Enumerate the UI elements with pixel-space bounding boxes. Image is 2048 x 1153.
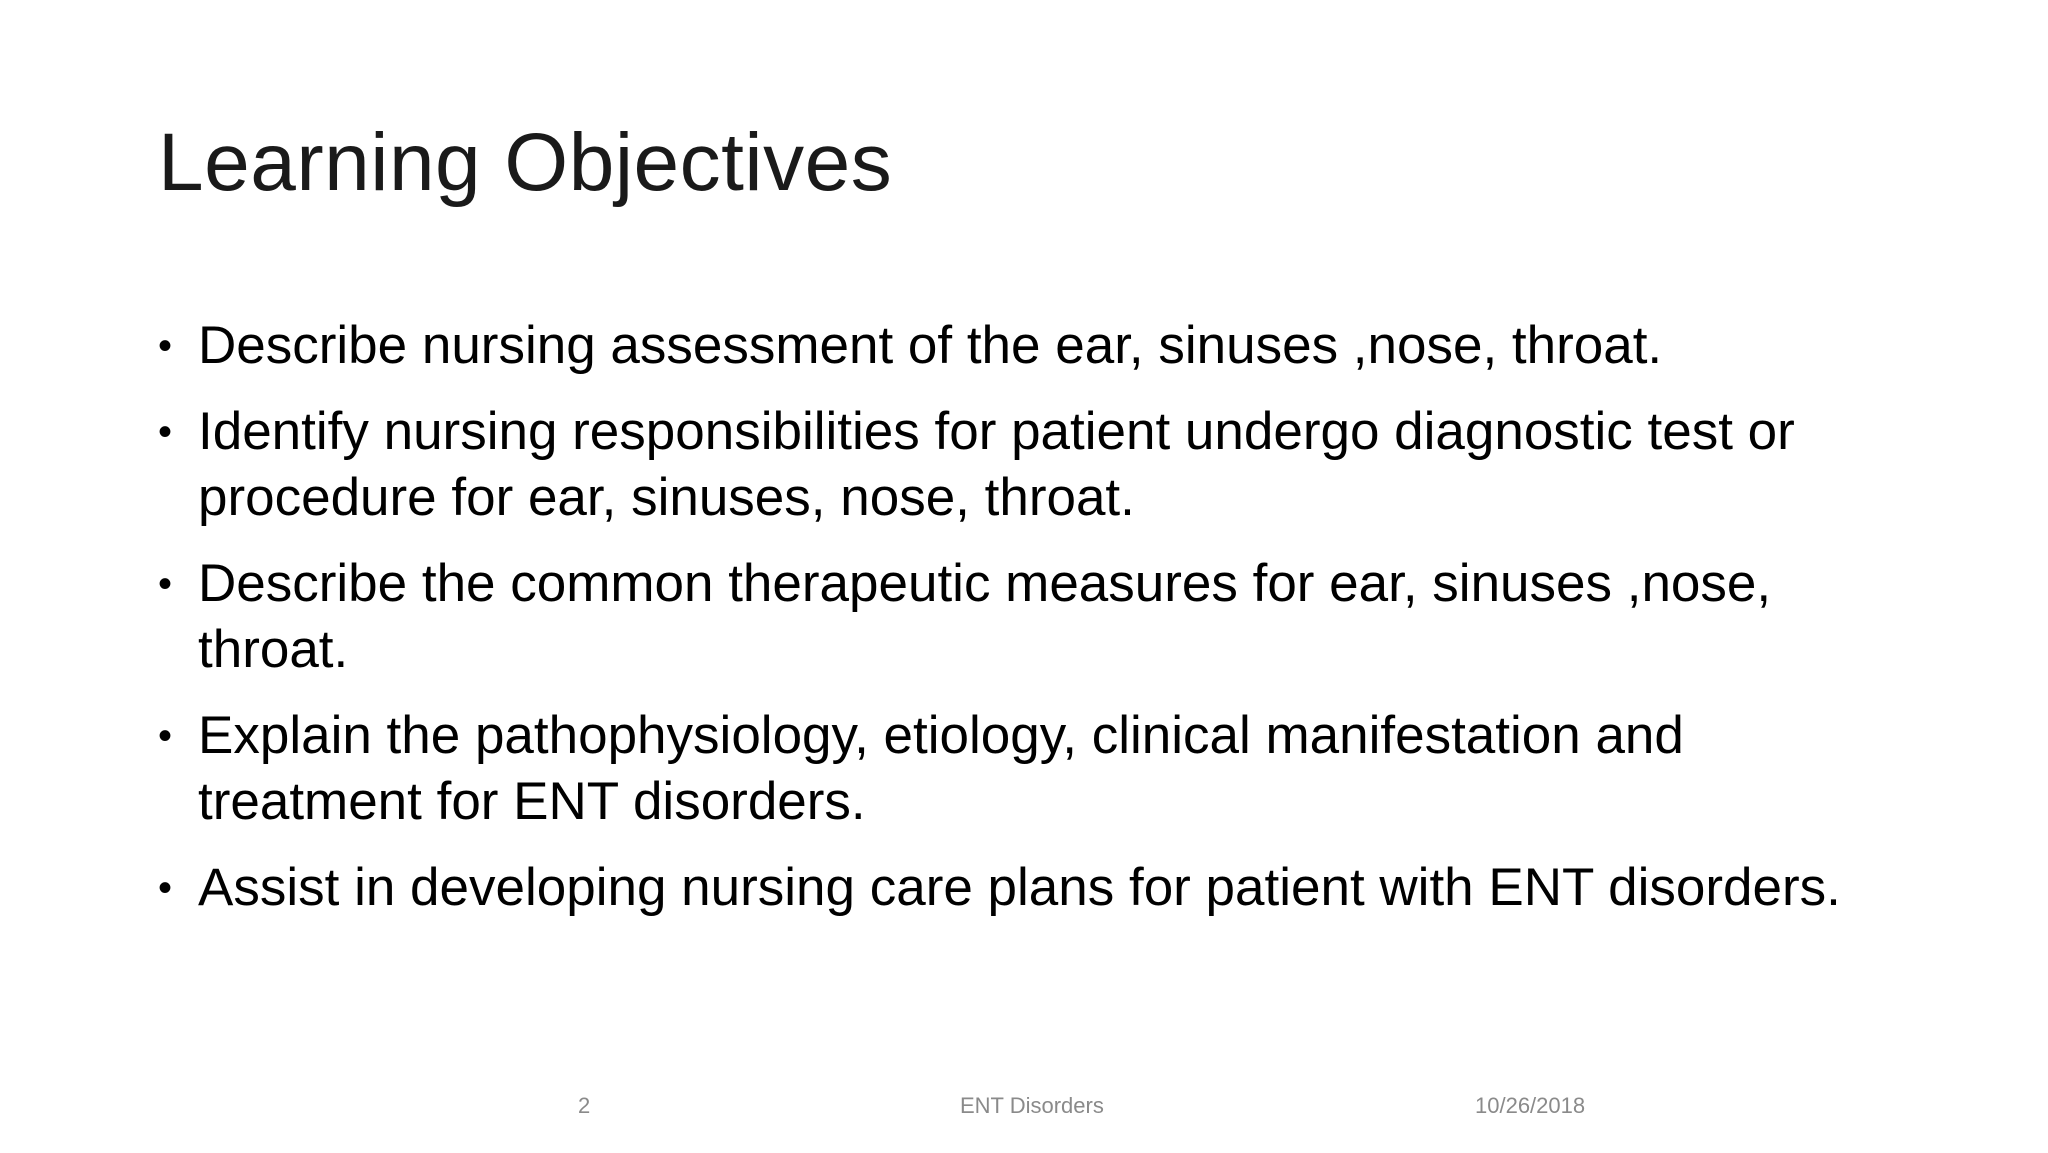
bullet-text: Assist in developing nursing care plans for patient with ENT disorders.	[198, 858, 1841, 917]
bullet-item	[158, 551, 1918, 683]
bullet-dot: •	[158, 562, 173, 606]
bullet-item	[158, 399, 1918, 531]
slide-title: Learning Objectives	[158, 117, 893, 208]
bullet-list	[158, 313, 1918, 941]
bullet-item	[158, 855, 1918, 921]
bullet-dot: •	[158, 324, 173, 368]
footer-deck-name: ENT Disorders	[960, 1093, 1104, 1118]
bullet-text: Identify nursing responsibilities for patient undergo diagnostic test or procedure for ear, sinuses, nose, throat.	[198, 402, 1795, 527]
bullet-dot: •	[158, 866, 173, 910]
bullet-item	[158, 703, 1918, 835]
bullet-text: Describe nursing assessment of the ear, sinuses ,nose, throat.	[198, 316, 1663, 375]
bullet-dot: •	[158, 714, 173, 758]
bullet-text: Describe the common therapeutic measures for ear, sinuses ,nose, throat.	[198, 554, 1772, 679]
footer-date: 10/26/2018	[1475, 1093, 1586, 1118]
bullet-text: Explain the pathophysiology, etiology, clinical manifestation and treatment for ENT disorders.	[198, 706, 1684, 831]
bullet-dot: •	[158, 410, 173, 454]
bullet-item	[158, 313, 1918, 379]
footer-slide-number: 2	[578, 1093, 591, 1118]
